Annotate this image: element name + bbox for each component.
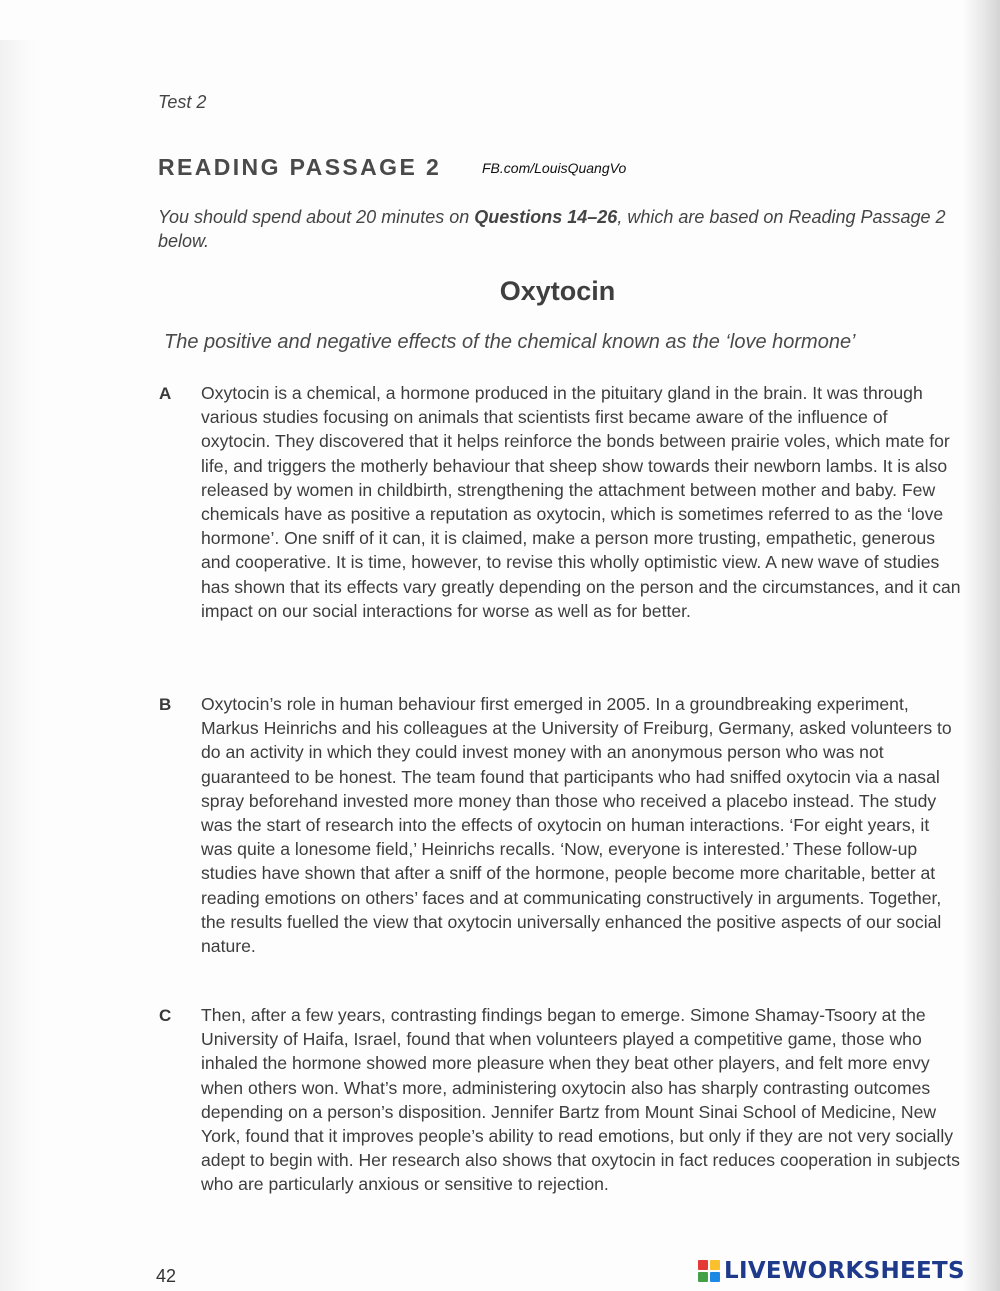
watermark-text: FB.com/LouisQuangVo (482, 160, 627, 176)
article-title: Oxytocin (499, 276, 616, 306)
instructions (158, 205, 958, 253)
logo-square-green (698, 1272, 708, 1282)
instructions-before: You should spend about 20 minutes on (158, 207, 475, 227)
logo-square-red (698, 1260, 708, 1270)
paragraph-letter-b: B (159, 695, 172, 714)
liveworksheets-brand-text: LIVEWORKSHEETS (724, 1258, 965, 1284)
paragraph-c: Then, after a few years, contrasting findings began to emerge. Simone Shamay-Tsoory at the University of Haifa, Israel, found that when volunteers played a competitive game, those who inhaled the hormone showed more pleasure when they beat other players, and felt more envy when others won. What’s more, administering oxytocin also has sharply contrasting outcomes depending on a person’s disposition. Jennifer Bartz from Mount Sinai School of Medicine, New York, found that it improves people’s ability to read emotions, but only if they are not very socially adept to begin with. Her research also shows that oxytocin in fact reduces cooperation in subjects who are particularly anxious or sensitive to rejection. (201, 1005, 960, 1195)
test-label: Test 2 (158, 92, 207, 112)
paragraph-a: Oxytocin is a chemical, a hormone produced in the pituitary gland in the brain. It was through various studies focusing on animals that scientists first became aware of the influence of oxytocin. They discovered that it helps reinforce the bonds between prairie voles, which mate for life, and triggers the motherly behaviour that sheep show towards their newborn lambs. It is also released by women in childbirth, strengthening the attachment between mother and baby. Few chemicals have as positive a reputation as oxytocin, which is sometimes referred to as the ‘love hormone’. One sniff of it can, it is claimed, make a person more trusting, empathetic, generous and cooperative. It is time, however, to revise this wholly optimistic view. A new wave of studies has shown that its effects vary greatly depending on the person and the circumstances, and it can impact on our social interactions for worse as well as for better. (201, 383, 961, 621)
liveworksheets-logo[interactable] (698, 1256, 965, 1286)
scan-left-shadow (0, 40, 42, 1291)
page-number: 42 (156, 1266, 177, 1286)
article-subtitle: The positive and negative effects of the chemical known as the ‘love hormone’ (164, 331, 856, 353)
scan-right-edge (962, 0, 1000, 1291)
logo-square-blue (710, 1272, 720, 1282)
instructions-after: , which are based on Reading Passage 2 below. (158, 207, 946, 251)
paragraph-letter-c: C (159, 1006, 172, 1025)
liveworksheets-icon (698, 1260, 720, 1282)
logo-square-yellow (710, 1260, 720, 1270)
paragraph-b: Oxytocin’s role in human behaviour first emerged in 2005. In a groundbreaking experiment, Markus Heinrichs and his colleagues at the University of Freiburg, Germany, asked volunteers to do an activity in which they could invest money with an anonymous person who was not guaranteed to be honest. The team found that participants who had sniffed oxytocin via a nasal spray beforehand invested more money than those who received a placebo instead. The study was the start of research into the effects of oxytocin on human interactions. ‘For eight years, it was quite a lonesome field,’ Heinrichs recalls. ‘Now, everyone is interested.’ These follow-up studies have shown that after a sniff of the hormone, people become more charitable, better at reading emotions on others’ faces and at communicating constructively in arguments. Together, the results fuelled the view that oxytocin universally enhanced the positive aspects of our social nature. (201, 694, 952, 957)
paragraph-letter-a: A (159, 384, 172, 403)
passage-heading: READING PASSAGE 2 (158, 154, 442, 180)
instructions-questions: Questions 14–26 (474, 207, 618, 227)
